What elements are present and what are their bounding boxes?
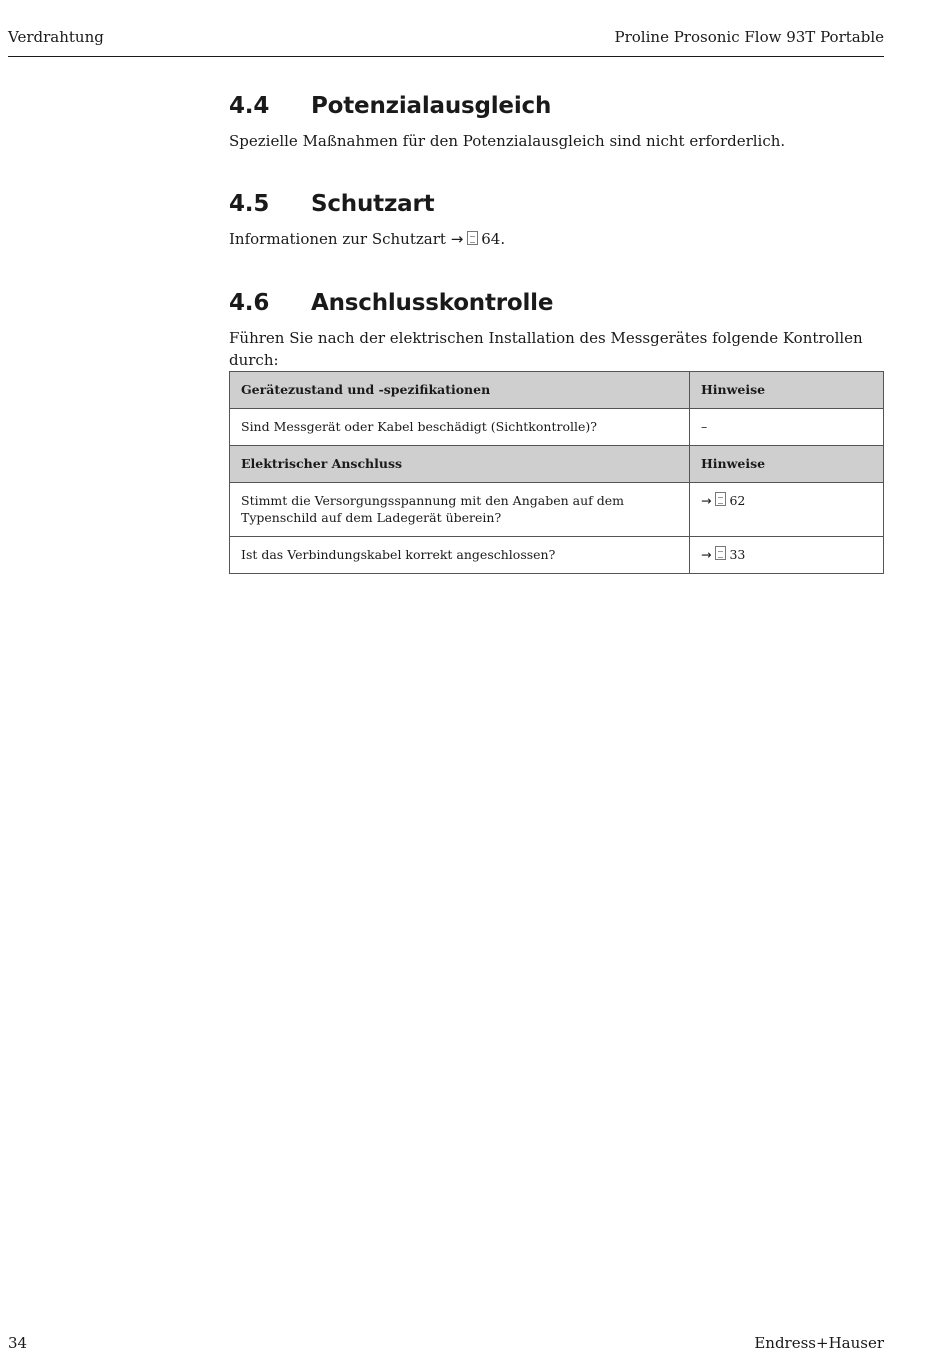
page-reference-icon [715,492,726,506]
table-cell-check: Ist das Verbindungskabel korrekt angeschlossen? [230,537,690,574]
section-heading [229,287,884,319]
section-heading [229,188,884,220]
section-text-before: Informationen zur Schutzart [229,230,446,248]
section-heading [229,90,884,122]
section-title: Schutzart [311,191,435,217]
table-cell-check: Sind Messgerät oder Kabel beschädigt (Sichtkontrolle)? [230,409,690,446]
section-number: 4.4 [229,93,270,119]
arrow-right-icon: → [450,230,464,248]
page-reference-link[interactable]: 62 [729,493,746,508]
table-cell-note: – [690,409,884,446]
page-header [8,26,884,57]
section-text: Führen Sie nach der elektrischen Installation des Messgerätes folgende Kontrollen durch: [229,329,863,369]
table-cell-note [690,483,884,537]
page-reference-icon [715,546,726,560]
table-cell-check: Stimmt die Versorgungsspannung mit den Angaben auf dem Typenschild auf dem Ladegerät überein? [230,483,690,537]
header-product: Proline Prosonic Flow 93T Portable [614,28,884,46]
table-row [230,537,884,574]
connection-check-table [229,371,884,574]
section-title: Potenzialausgleich [311,93,552,119]
section-4-5 [229,188,884,250]
table-header-cell: Hinweise [690,446,884,483]
section-number: 4.6 [229,290,270,316]
section-4-6 [229,287,884,371]
brand-name: Endress+Hauser [754,1334,884,1352]
page-reference-link[interactable]: 64. [481,230,506,248]
section-number: 4.5 [229,191,270,217]
header-chapter: Verdrahtung [8,28,104,46]
table-header-row [230,446,884,483]
page-reference-link[interactable]: 33 [729,547,746,562]
table-row [230,409,884,446]
page-number: 34 [8,1334,28,1352]
section-title: Anschlusskontrolle [311,290,554,316]
table-row [230,483,884,537]
arrow-right-icon: → [701,547,712,562]
page-reference-icon [467,231,478,245]
table-header-cell: Hinweise [690,372,884,409]
section-text: Spezielle Maßnahmen für den Potenzialausgleich sind nicht erforderlich. [229,132,786,150]
table-header-row [230,372,884,409]
section-text [229,228,884,250]
arrow-right-icon: → [701,493,712,508]
section-4-4 [229,90,884,152]
table-header-cell: Gerätezustand und -spezifikationen [230,372,690,409]
table-header-cell: Elektrischer Anschluss [230,446,690,483]
table-cell-note [690,537,884,574]
